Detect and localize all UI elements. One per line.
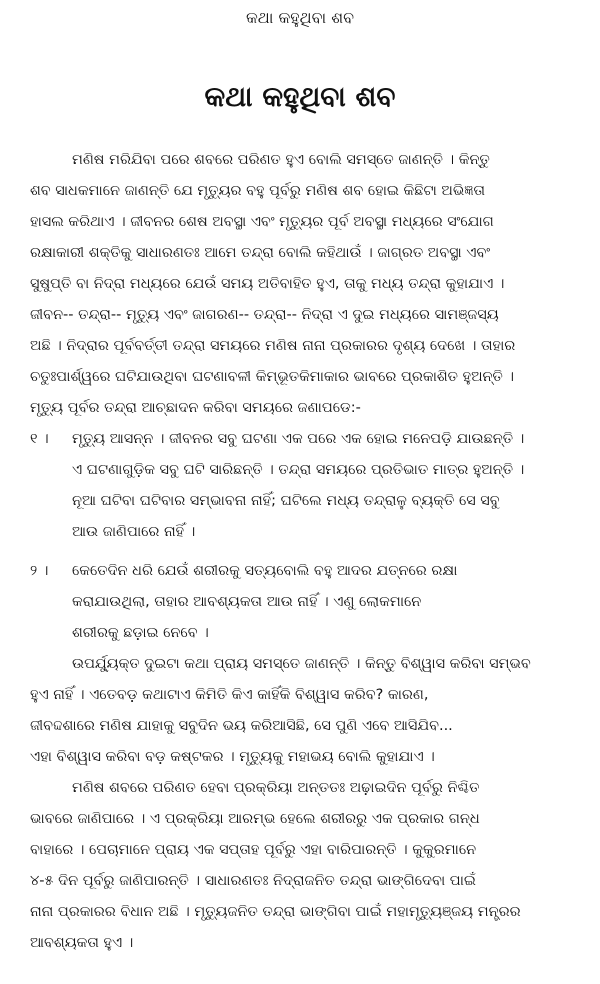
item-text: ମୃତ୍ୟୁ ଆସନ୍ନ । ଜୀବନର ସବୁ ଘଟଣା ଏକ ପରେ ଏକ ହୋଇ ମନେପଡ଼ି ଯାଉଛନ୍ତି । (72, 431, 525, 447)
text-line: ଆଉ ଜାଣିପାରେ ନାହିଁ । (72, 524, 196, 540)
text-line: ନୂଆ ଘଟିବା ଘଟିବାର ସମ୍ଭାବନା ନାହିଁ; ଘଟିଲେ ମଧ୍ୟ ତନ୍ଦ୍ରାଳୁ ବ୍ୟକ୍ତି ସେ ସବୁ (72, 493, 500, 509)
chapter-title: କଥା କହୁଥିବା ଶବ (204, 80, 396, 113)
spacer (30, 548, 582, 556)
text-line (30, 556, 582, 587)
text-line: ଭାବରେ ଜାଣିପାରେ । ଏ ପ୍ରକ୍ରିୟା ଆରମ୍ଭ ହେଲେ ଶରୀରରୁ ଏକ ପ୍ରକାର ଗନ୍ଧ (30, 811, 480, 827)
list-item-1 (30, 424, 582, 548)
text-line: ଶରୀରକୁ ଛଡ଼ାଇ ନେବେ । (72, 625, 209, 641)
text-line: ଜୀବନ-- ତନ୍ଦ୍ରା-- ମୃତ୍ୟୁ ଏବଂ ଜାଗରଣ-- ତନ୍ଦ୍ରା-- ନିଦ୍ରା ଏ ଦୁଇ ମଧ୍ୟରେ ସାମଞ୍ଜସ୍ୟ (30, 307, 499, 323)
text-line: ଉପର୍ଯ୍ୟୁକ୍ତ ଦୁଇଟା କଥା ପ୍ରାୟ ସମସ୍ତେ ଜାଣନ୍ତି । କିନ୍ତୁ ବିଶ୍ୱାସ କରିବା ସମ୍ଭବ (72, 656, 531, 672)
paragraph-1 (30, 145, 582, 424)
text-line: ହୁଏ ନାହିଁ । ଏତେବଡ଼ କଥାଟାଏ କିମିତି କିଏ କାହିଁକି ବିଶ୍ୱାସ କରିବ? କାରଣ, (30, 687, 429, 703)
item-number: ୧ । (30, 431, 49, 447)
item-text: କେତେଦିନ ଧରି ଯେଉଁ ଶରୀରକୁ ସତ୍ୟବୋଲି ବହୁ ଆଦର ଯତ୍ନରେ ରକ୍ଷା (72, 563, 458, 579)
item-number: ୨ । (30, 563, 49, 579)
text-line: ବାହାରେ । ପେଚାମାନେ ପ୍ରାୟ ଏକ ସପ୍ତାହ ପୂର୍ବରୁ ଏହା ବାରିପାରନ୍ତି । କୁକୁରମାନେ (30, 842, 477, 858)
text-line: ଆବଶ୍ୟକତା ହୁଏ । (30, 935, 134, 951)
text-line: ଏହା ବିଶ୍ୱାସ କରିବା ବଡ଼ କଷ୍ଟକର । ମୃତ୍ୟୁକୁ ମହାଭୟ ବୋଲି କୁହାଯାଏ । (30, 749, 435, 765)
paragraph-3 (30, 773, 582, 959)
text-line: କରାଯାଉଥିଲା, ତାହାର ଆବଶ୍ୟକତା ଆଉ ନାହିଁ । ଏଣୁ ଲୋକମାନେ (72, 594, 422, 610)
text-line: ମଣିଷ ମରିଯିବା ପରେ ଶବରେ ପରିଣତ ହୁଏ ବୋଲି ସମସ୍ତେ ଜାଣନ୍ତି । କିନ୍ତୁ (72, 152, 490, 168)
list-item-2 (30, 556, 582, 649)
text-line: ଶବ ସାଧକମାନେ ଜାଣନ୍ତି ଯେ ମୃତ୍ୟୁର ବହୁ ପୂର୍ବରୁ ମଣିଷ ଶବ ହୋଇ କିଛିଟା ଅଭିଜ୍ଞତା (30, 183, 486, 199)
text-line: ହାସଲ କରିଥାଏ । ଜୀବନର ଶେଷ ଅବସ୍ଥା ଏବଂ ମୃତ୍ୟୁର ପୂର୍ବ ଅବସ୍ଥା ମଧ୍ୟରେ ସଂଯୋଗ (30, 214, 494, 230)
text-line: ନାନା ପ୍ରକାରର ବିଧାନ ଅଛି । ମୃତ୍ୟୁଜନିତ ତନ୍ଦ୍ରା ଭାଙ୍ଗିବା ପାଇଁ ମହାମୃତ୍ୟୁଞ୍ଜୟ ମନ୍ତ୍ରର (30, 904, 521, 920)
text-line: ରକ୍ଷାକାରୀ ଶକ୍ତିକୁ ସାଧାରଣତଃ ଆମେ ତନ୍ଦ୍ରା ବୋଲି କହିଥାଉଁ । ଜାଗ୍ରତ ଅବସ୍ଥା ଏବଂ (30, 245, 491, 261)
running-header: କଥା କହୁଥିବା ଶବ (245, 8, 355, 27)
text-line: ଚତୁଃପାର୍ଶ୍ୱରେ ଘଟିଯାଉଥିବା ଘଟଣାବଳୀ କିମ୍ଭୂତକିମାକାର ଭାବରେ ପ୍ରକାଶିତ ହୁଅନ୍ତି । (30, 369, 514, 385)
text-line: ଅଛି । ନିଦ୍ରାର ପୂର୍ବବର୍ତ୍ତୀ ତନ୍ଦ୍ରା ସମୟରେ ମଣିଷ ନାନା ପ୍ରକାରର ଦୃଶ୍ୟ ଦେଖେ । ତାହାର (30, 338, 516, 354)
text-line: ମଣିଷ ଶବରେ ପରିଣତ ହେବା ପ୍ରକ୍ରିୟା ଅନ୍ତତଃ ଅଢ଼ାଇଦିନ ପୂର୍ବରୁ ନିଶ୍ଚିତ (72, 780, 480, 796)
text-line: ୪-୫ ଦିନ ପୂର୍ବରୁ ଜାଣିପାରନ୍ତି । ସାଧାରଣତଃ ନିଦ୍ରାଜନିତ ତନ୍ଦ୍ରା ଭାଙ୍ଗିଦେବା ପାଇଁ (30, 873, 476, 889)
chapter-body (30, 145, 582, 959)
text-line: ଏ ଘଟଣାଗୁଡ଼ିକ ସବୁ ଘଟି ସାରିଛନ୍ତି । ତନ୍ଦ୍ରା ସମୟରେ ପ୍ରତିଭାତ ମାତ୍ର ହୁଅନ୍ତି । (72, 462, 525, 478)
text-line: ମୃତ୍ୟୁ ପୂର୍ବର ତନ୍ଦ୍ରା ଆଚ୍ଛାଦନ କରିବା ସମୟରେ ଜଣାପଡେ:- (30, 400, 361, 416)
paragraph-2 (30, 649, 582, 773)
text-line: ସୁଷୁପ୍ତି ବା ନିଦ୍ରା ମଧ୍ୟରେ ଯେଉଁ ସମୟ ଅତିବାହିତ ହୁଏ, ତାକୁ ମଧ୍ୟ ତନ୍ଦ୍ରା କୁହାଯାଏ । (30, 276, 505, 292)
text-line: ଜୀବଦ୍ଦଶାରେ ମଣିଷ ଯାହାକୁ ସବୁଦିନ ଭୟ କରିଆସିଛି, ସେ ପୁଣି ଏବେ ଆସିଯିବ... (30, 718, 453, 734)
text-line (30, 424, 582, 455)
